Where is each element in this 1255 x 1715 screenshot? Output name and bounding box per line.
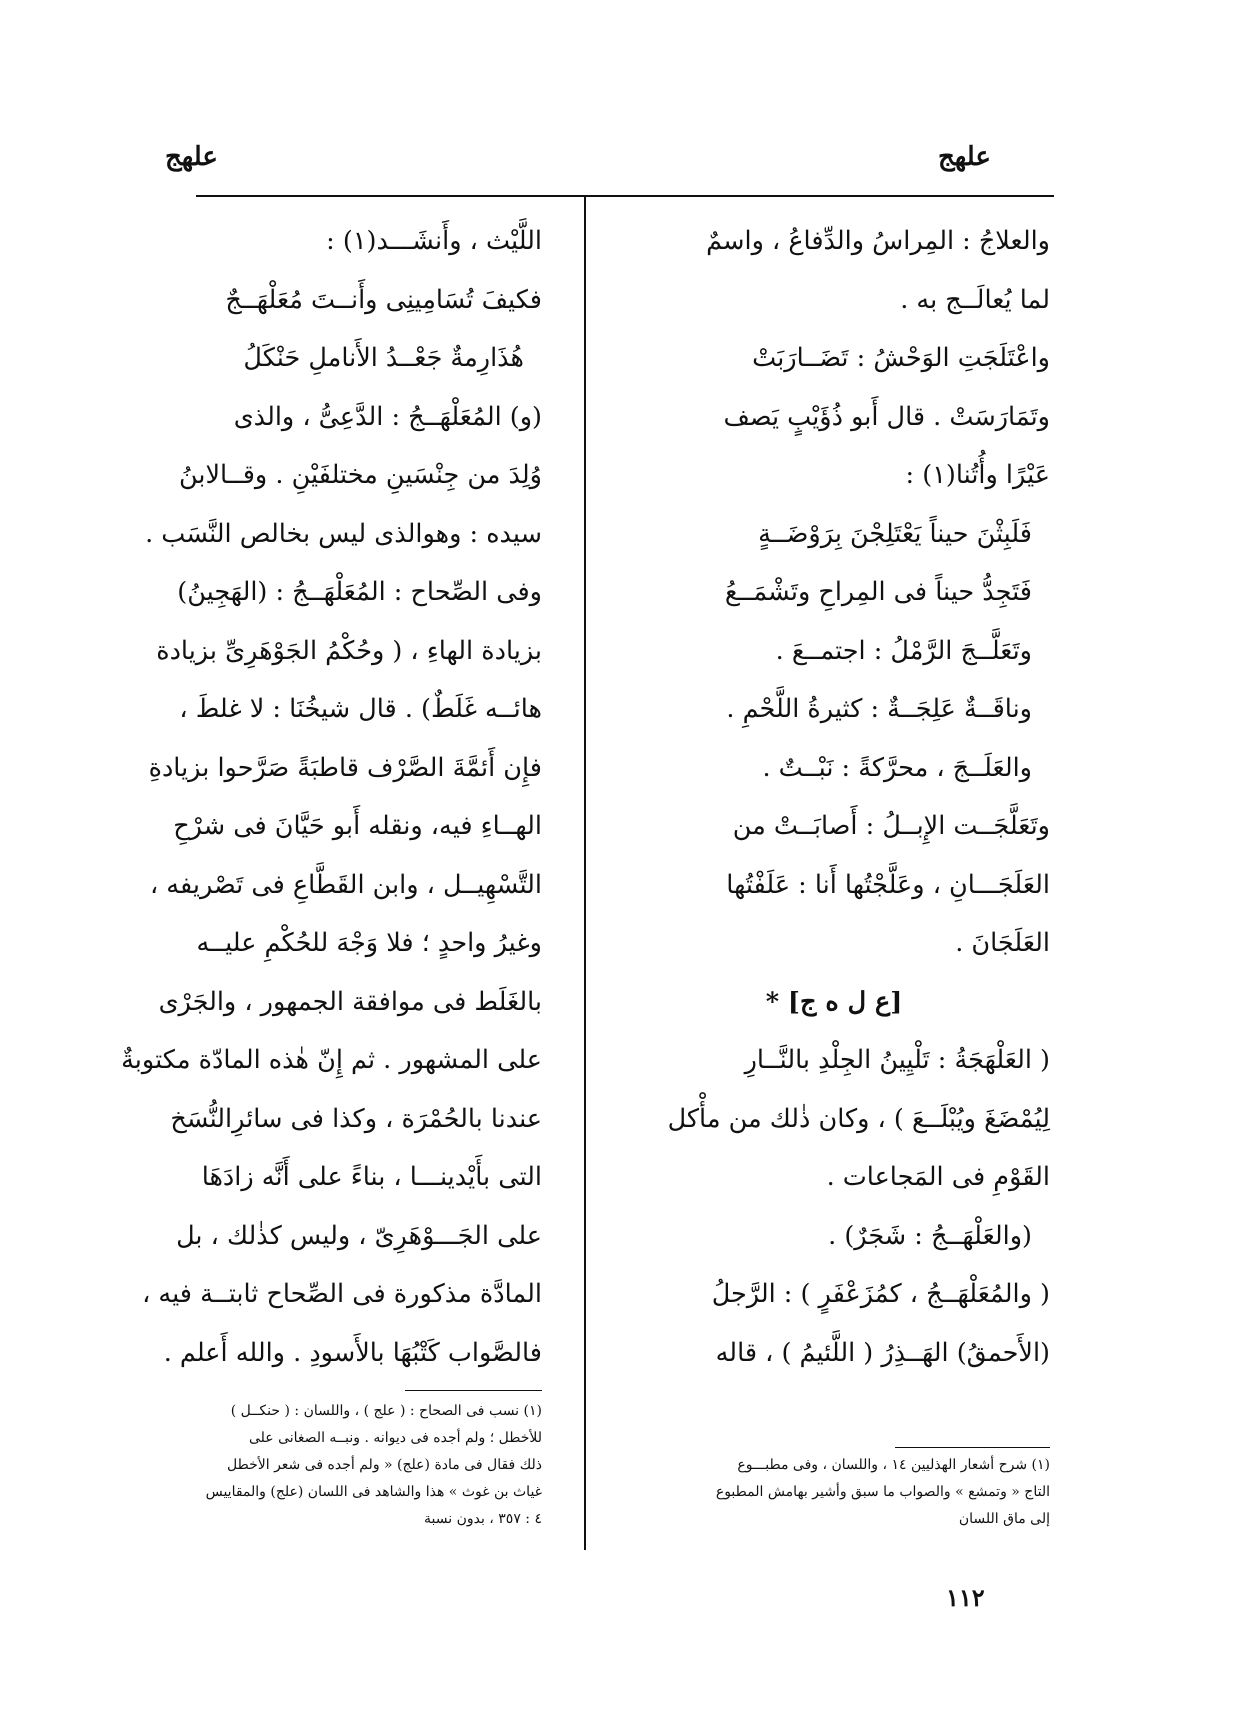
text-line: اللَّيْث ، وأَنشَـــد(١) : (326, 226, 542, 256)
text-line: بزيادة الهاءِ ، ( وحُكْمُ الجَوْهَرِىِّ بزيادة (156, 635, 542, 666)
text-line: العَلَجَـــانِ ، وعَلَّجْتُها أَنا : عَلَفْتُها (726, 869, 1050, 900)
text-line: (والعَلْهَــجُ : شَجَرٌ) . (828, 1220, 1032, 1251)
header-rule (196, 195, 1054, 197)
footnote-line: إلى ماق اللسان (958, 1511, 1050, 1527)
text-line: التى بأَيْدينـــا ، بناءً على أَنَّه زادَهَا (201, 1162, 542, 1192)
verse-line: هُذَارِمةٌ جَعْــدُ الأَناملِ حَنْكَلُ (243, 343, 524, 373)
text-line: وتَعَلَّــجَ الرَّمْلُ : اجتمــعَ . (775, 635, 1032, 666)
footnotes-left (196, 1398, 542, 1533)
text-line: وناقَــةٌ عَلِجَــةٌ : كثيرةُ اللَّحْمِ . (726, 694, 1032, 724)
text-line: وفى الصِّحاح : المُعَلْهَــجُ : (الهَجِينُ) (177, 577, 542, 607)
text-line: فإِن أَئمَّةَ الصَّرْف قاطبَةً صَرَّحوا بزيادةِ (148, 752, 542, 783)
text-line: على الجَـــوْهَرِىّ ، وليس كذٰلك ، بل (176, 1220, 542, 1251)
text-line: والعَلَــجَ ، محرَّكةً : نَبْــتٌ . (762, 752, 1032, 783)
text-line: عَيْرًا وأُتُنا(١) : (905, 460, 1050, 490)
column-divider (584, 195, 586, 1550)
text-line: (الأَحمقُ) الهَــذِرُ ( اللَّئيمُ ) ، قاله (715, 1337, 1050, 1368)
footnote-line: للأخطل ؛ ولم أجده فى ديوانه . ونبــه الصغانى على (248, 1430, 542, 1446)
footnote-rule-left (405, 1390, 542, 1391)
text-line: المادَّة مذكورة فى الصِّحاح ثابتــة فيه ، (142, 1279, 542, 1309)
verse-line: فَتَجِدُّ حيناً فى المِراحِ وتَشْمَــعُ (724, 577, 1032, 607)
text-line: سيده : وهوالذى ليس بخالص النَّسَب . (145, 518, 542, 549)
footnote-line: ذلك فقال فى مادة (علج) « ولم أجده فى شعر الأخطل (227, 1457, 542, 1473)
footnotes-right (618, 1452, 1050, 1533)
footnote-rule-right (895, 1447, 1050, 1448)
entry-headword: [ع ل ه ج] * (765, 986, 903, 1017)
footnote-line: (١) نسب فى الصحاح : ( علج ) ، واللسان : ( حنكــل ) (230, 1403, 542, 1419)
text-line: هائــه غَلَطٌ) . قال شيخُنَا : لا غلطَ ، (179, 694, 542, 724)
text-line: الهــاءِ فيه، ونقله أَبو حَيَّانَ فى شرْحِ (173, 811, 542, 841)
right-column (618, 212, 1050, 1382)
text-line: العَلَجَانَ . (955, 928, 1050, 958)
text-line: لما يُعالَــج به . (900, 284, 1050, 315)
text-line: واعْتَلَجَتِ الوَحْشُ : تَضَــارَبَتْ (752, 343, 1050, 373)
text-line: وتَعَلَّجَــت الإِبــلُ : أَصابَــتْ من (732, 811, 1050, 841)
verse-line: فَلَبِثْنَ حيناً يَعْتَلِجْنَ بِرَوْضَــةٍ (758, 518, 1032, 549)
text-line: القَوْمِ فى المَجاعات . (826, 1162, 1050, 1192)
left-column (121, 212, 542, 1382)
text-line: التَّسْهِيــل ، وابن القَطَّاعِ فى تَصْريفه ، (149, 869, 542, 900)
text-line: فالصَّواب كَتْبُهَا بالأَسودِ . والله أَعلم . (163, 1337, 542, 1368)
text-line: ( والمُعَلْهَــجُ ، كمُزَعْفَرٍ ) : الرَّجلُ (711, 1279, 1050, 1309)
page-number: ١١٢ (946, 1583, 985, 1612)
running-head-right: علهج (938, 142, 991, 172)
text-line: وُلِدَ من جِنْسَينِ مختلفَيْنِ . وقــالابنُ (178, 460, 542, 490)
text-line: على المشهور . ثم إِنّ هٰذه المادّة مكتوبةٌ (121, 1045, 542, 1075)
text-line: (و) المُعَلْهَــجُ : الدَّعِىُّ ، والذى (233, 401, 542, 432)
text-line: بالغَلَط فى موافقة الجمهور ، والجَرْى (158, 986, 542, 1017)
text-line: عندنا بالحُمْرَة ، وكذا فى سائرِالنُّسَخ (170, 1103, 542, 1134)
footnote-line: التاج « وتمشع » والصواب ما سبق وأشير بهامش المطبوع (715, 1484, 1050, 1500)
footnote-line: ٤ : ٣٥٧ ، بدون نسبة (424, 1511, 542, 1527)
footnote-line: (١) شرح أشعار الهذليين ١٤ ، واللسان ، وفى مطبـــوع (737, 1457, 1050, 1473)
text-line: ( العَلْهَجَةُ : تَلْيِينُ الجِلْدِ بالنَّــارِ (744, 1045, 1050, 1075)
text-line: والعلاجُ : المِراسُ والدِّفاعُ ، واسمٌ (706, 226, 1050, 256)
text-line: لِيُمْضَغَ ويُبْلَــعَ ) ، وكان ذٰلك من مأْكل (667, 1103, 1050, 1134)
text-line: وغيرُ واحدٍ ؛ فلا وَجْهَ للحُكْمِ عليــه (196, 928, 542, 958)
verse-line: فكيفَ تُسَامِينِى وأَنــتَ مُعَلْهَــجٌ (225, 284, 542, 315)
text-line: وتَمَارَسَتْ . قال أَبو ذُؤَيْبٍ يَصف (723, 401, 1050, 432)
footnote-line: غياث بن غوث » هذا والشاهد فى اللسان (علج) والمقاييس (205, 1484, 542, 1500)
running-head-left: علهج (165, 142, 218, 172)
